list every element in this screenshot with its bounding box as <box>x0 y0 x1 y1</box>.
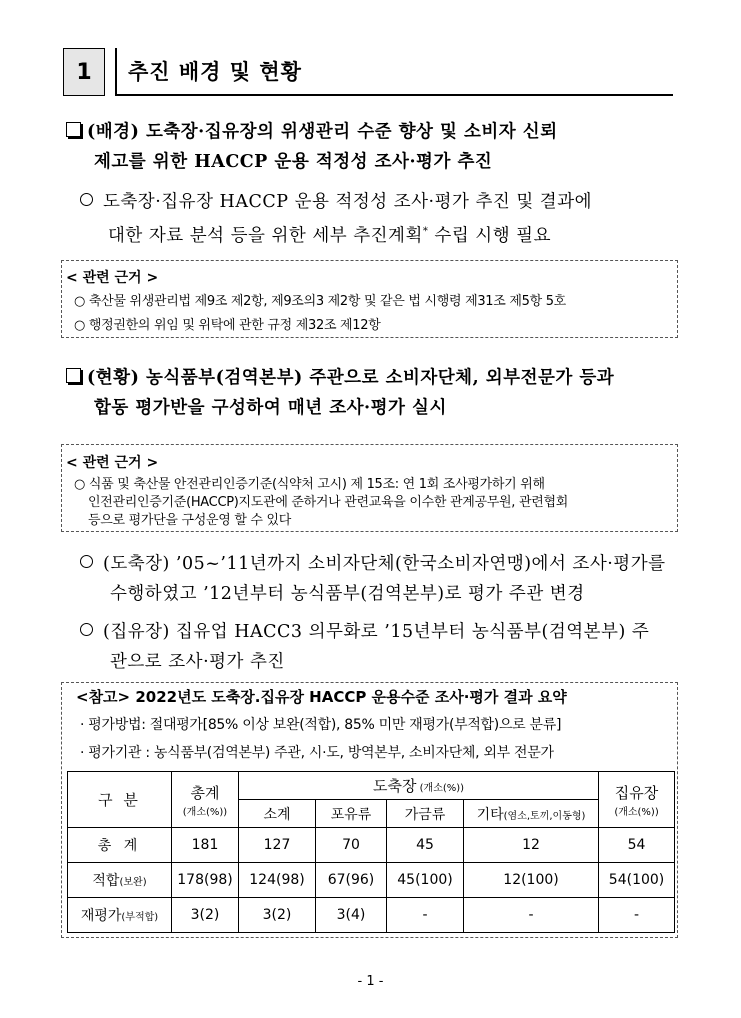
table-cell: 3(2) <box>239 898 316 933</box>
table-cell: 3(4) <box>316 898 387 933</box>
header-etc: 기타(염소,토끼,이동형) <box>464 800 599 828</box>
header-divider <box>115 48 117 94</box>
header-total: 총계 (개소(%)) <box>172 772 239 828</box>
status-heading: (현황) 농식품부(검역본부) 주관으로 소비자단체, 외부전문가 등과 <box>66 362 686 394</box>
row-label: 총 계 <box>68 828 172 863</box>
table-cell: 70 <box>316 828 387 863</box>
table-cell: 3(2) <box>172 898 239 933</box>
table-cell: 45 <box>387 828 464 863</box>
table-cell: 67(96) <box>316 863 387 898</box>
milk-collection-bullet-cont: 관으로 조사·평가 추진 <box>110 652 285 672</box>
header-slaughterhouse: 도축장 (개소(%)) <box>239 772 599 800</box>
related-basis-title-2: < 관련 근거 > <box>66 455 159 471</box>
table-row <box>68 828 675 863</box>
table-cell: 45(100) <box>387 863 464 898</box>
background-bullet: 도축장·집유장 HACCP 운용 적정성 조사·평가 추진 및 결과에 <box>80 186 690 218</box>
table-cell: 54 <box>599 828 675 863</box>
reference-item: · 평가기관 : 농식품부(검역본부) 주관, 시·도, 방역본부, 소비자단체, 외부 전문가 <box>80 745 554 761</box>
background-heading: (배경) 도축장·집유장의 위생관리 수준 향상 및 소비자 신뢰 <box>66 116 686 148</box>
background-bullet-cont: 대한 자료 분석 등을 위한 세부 추진계획* 수립 시행 필요 <box>108 225 551 246</box>
milk-collection-bullet: (집유장) 집유업 HACC3 의무화로 ’15년부터 농식품부(검역본부) 주 <box>80 616 690 648</box>
header-subtotal: 소계 <box>239 800 316 828</box>
related-basis-line: 등으로 평가단을 구성운영 할 수 있다 <box>88 513 292 528</box>
section-title: 추진 배경 및 현황 <box>128 60 302 84</box>
table-cell: - <box>464 898 599 933</box>
reference-title: <참고> 2022년도 도축장.집유장 HACCP 운용수준 조사·평가 결과 요약 <box>76 688 567 706</box>
table-cell: 127 <box>239 828 316 863</box>
checkbox-square-icon <box>66 122 81 137</box>
table-cell: 124(98) <box>239 863 316 898</box>
section-number: 1 <box>63 48 105 96</box>
header-milk-collection: 집유장 (개소(%)) <box>599 772 675 828</box>
related-basis-item: ○ 행정권한의 위임 및 위탁에 관한 규정 제32조 제12항 <box>74 318 381 333</box>
footnote-mark: * <box>422 226 429 237</box>
related-basis-line: 인전관리인증기준(HACCP)지도관에 준하거나 관련교육을 이수한 관계공무원, 관련협회 <box>88 495 568 510</box>
related-basis-item: ○ 축산물 위생관리법 제9조 제2항, 제9조의3 제2항 및 같은 법 시행령 제31조 제5항 5호 <box>74 294 566 309</box>
table-cell: 54(100) <box>599 863 675 898</box>
table-cell: 181 <box>172 828 239 863</box>
table-cell: 12(100) <box>464 863 599 898</box>
header-category: 구 분 <box>68 772 172 828</box>
related-basis-title-1: < 관련 근거 > <box>66 270 159 286</box>
related-basis-line: ○ 식품 및 축산물 안전관리인증기준(식약처 고시) 제 15조: 연 1회 조사평가하기 위해 <box>74 477 545 492</box>
table-cell: 12 <box>464 828 599 863</box>
table-row <box>68 863 675 898</box>
slaughterhouse-bullet-cont: 수행하였고 ’12년부터 농식품부(검역본부)로 평가 주관 변경 <box>110 584 585 604</box>
header-poultry: 가금류 <box>387 800 464 828</box>
table-row <box>68 898 675 933</box>
circle-bullet-icon <box>80 623 93 636</box>
page-number: - 1 - <box>357 974 384 989</box>
evaluation-results-table <box>67 771 675 933</box>
header-rule <box>115 94 673 96</box>
background-heading-cont: 제고를 위한 HACCP 운용 적정성 조사·평가 추진 <box>94 152 493 172</box>
row-label: 재평가(부적합) <box>68 898 172 933</box>
status-heading-cont: 합동 평가반을 구성하여 매년 조사·평가 실시 <box>94 398 447 418</box>
checkbox-square-icon <box>66 368 81 383</box>
reference-item: · 평가방법: 절대평가[85% 이상 보완(적합), 85% 미만 재평가(부적합)으로 분류] <box>80 717 562 733</box>
slaughterhouse-bullet: (도축장) ’05~’11년까지 소비자단체(한국소비자연맹)에서 조사·평가를 <box>80 548 690 580</box>
table-cell: - <box>387 898 464 933</box>
circle-bullet-icon <box>80 193 93 206</box>
row-label: 적합(보완) <box>68 863 172 898</box>
table-cell: - <box>599 898 675 933</box>
header-mammal: 포유류 <box>316 800 387 828</box>
table-cell: 178(98) <box>172 863 239 898</box>
circle-bullet-icon <box>80 555 93 568</box>
